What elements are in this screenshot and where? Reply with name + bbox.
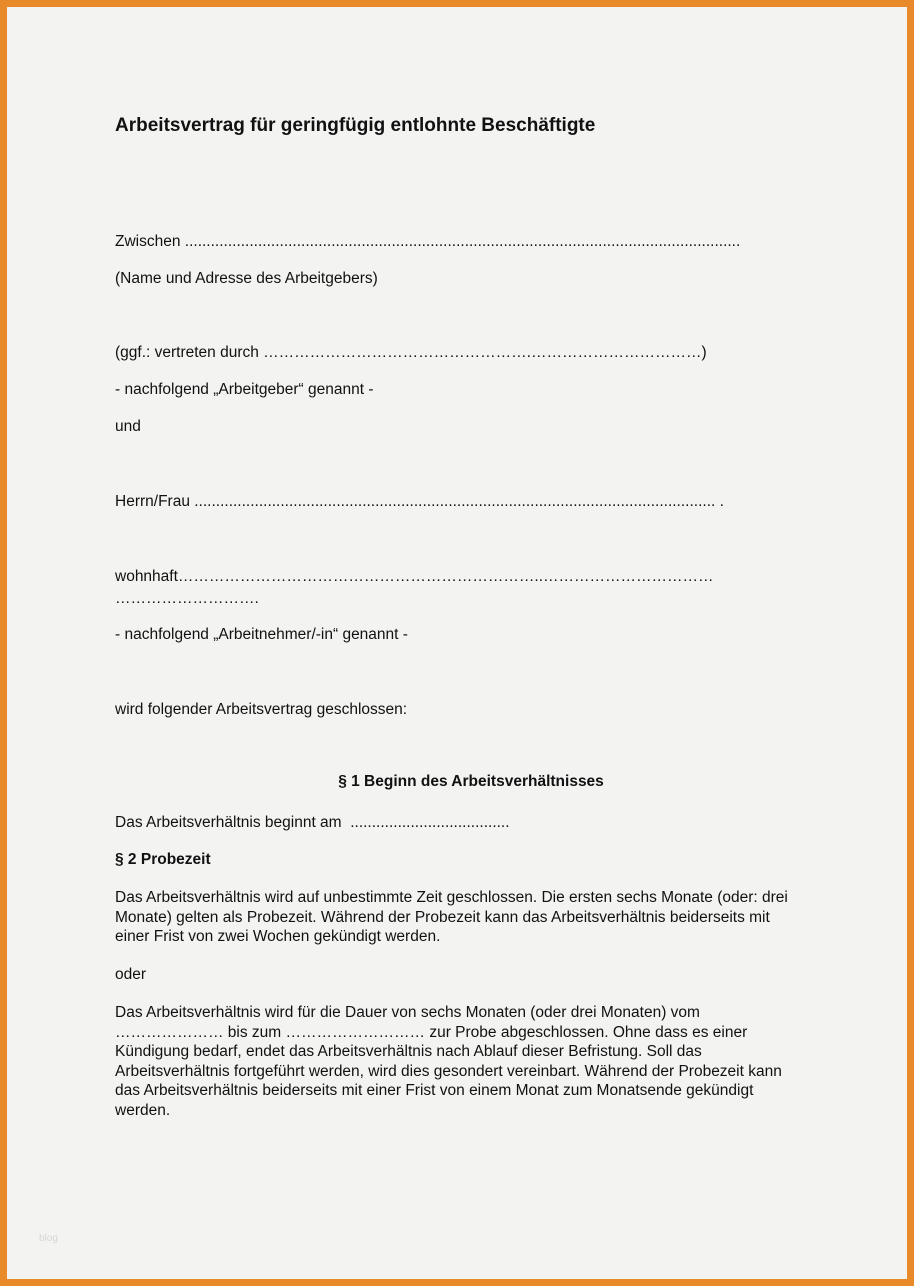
represented-by-line: (ggf.: vertreten durch …………………………………………….……………………………) — [115, 344, 707, 361]
und-text: und — [115, 418, 141, 435]
section2-paragraph2: Das Arbeitsverhältnis wird für die Dauer von sechs Monaten (oder drei Monaten) vom ………………… bis zum ……………………… zur Probe abgeschlossen. Ohne dass es einer Kündigung bedarf, endet das Arbeitsverhältnis nach Ablauf dieser Befristung. Soll das Arbeitsverhältnis fortgeführt werden, wird dies gesondert vereinbart. Während der Probezeit kann das Arbeitsverhältnis beiderseits mit einer Frist von einem Monat zum Monatsende gekündigt werden. — [115, 1004, 782, 1119]
section1-text: Das Arbeitsverhältnis beginnt am ..................................... — [115, 814, 510, 831]
oder-text: oder — [115, 966, 147, 983]
contract-concluded-text: wird folgender Arbeitsvertrag geschlossen: — [115, 701, 408, 718]
zwischen-line: Zwischen ................................................................................................................................. — [115, 233, 741, 250]
employer-designation: - nachfolgend „Arbeitgeber“ genannt - — [115, 381, 374, 398]
document-title: Arbeitsvertrag für geringfügig entlohnte Beschäftigte — [115, 115, 596, 136]
document-page — [7, 7, 907, 1279]
section2-paragraph1: Das Arbeitsverhältnis wird auf unbestimmte Zeit geschlossen. Die ersten sechs Monate (oder: drei Monate) gelten als Probezeit. Während der Probezeit kann das Arbeitsverhältnis beiderseits mit einer Frist von zwei Wochen gekündigt werden. — [115, 889, 788, 945]
wohnhaft-continuation: ………………………. — [115, 590, 259, 607]
section1-heading: § 1 Beginn des Arbeitsverhältnisses — [338, 773, 604, 790]
section2-heading: § 2 Probezeit — [115, 851, 211, 868]
employer-name-address-label: (Name und Adresse des Arbeitgebers) — [115, 270, 378, 287]
watermark: blog — [39, 1233, 58, 1244]
herrn-frau-line: Herrn/Frau ......................................................................................................................... . — [115, 493, 724, 510]
wohnhaft-line: wohnhaft……………………………………………………………..…………………………… — [115, 568, 714, 585]
employee-designation: - nachfolgend „Arbeitnehmer/-in“ genannt - — [115, 626, 408, 643]
